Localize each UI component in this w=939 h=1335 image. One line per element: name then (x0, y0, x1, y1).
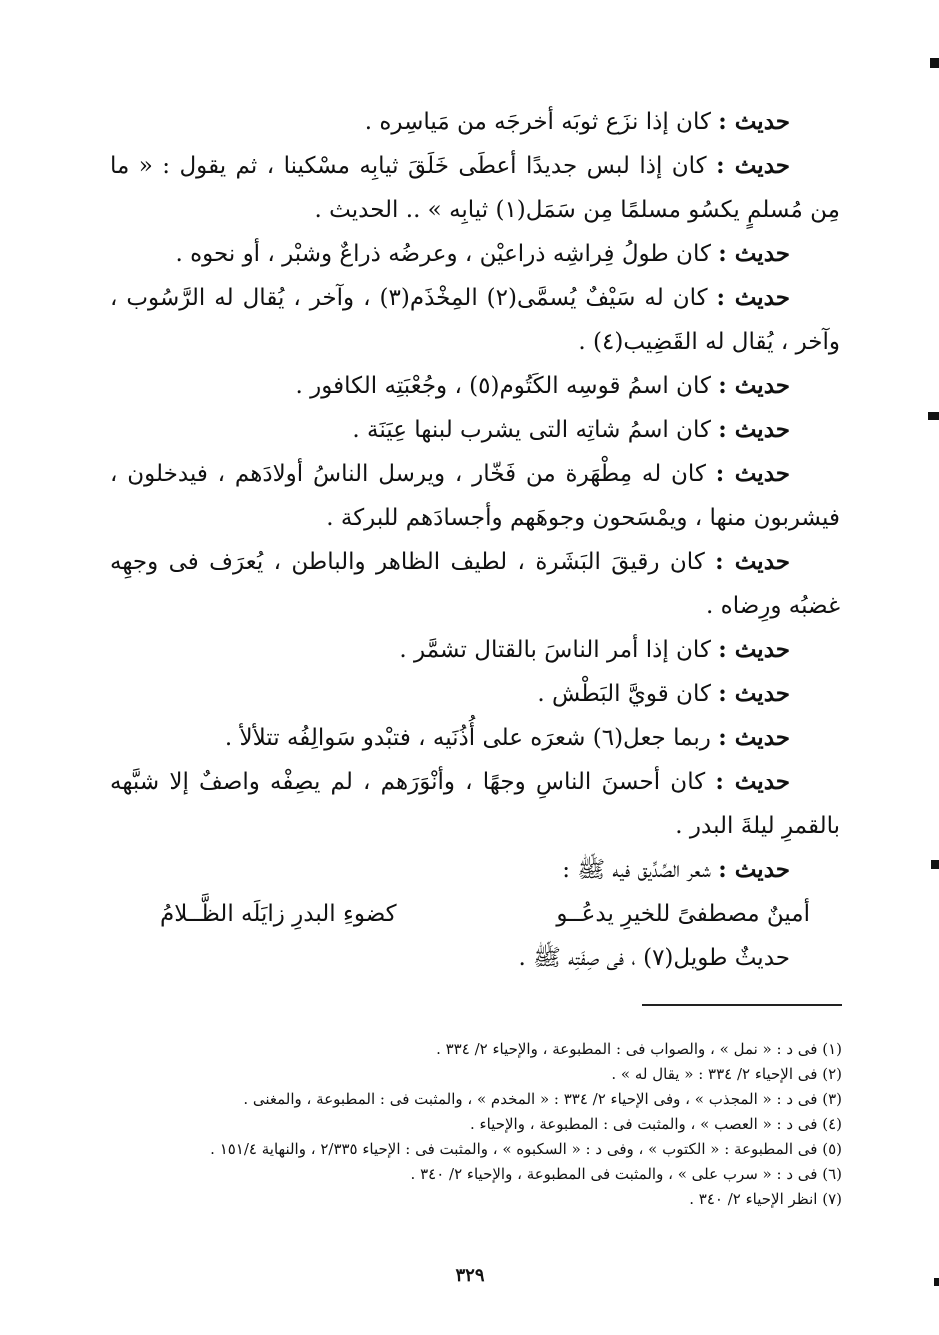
hadith-label: حديث : (715, 768, 791, 795)
footnote: (٦) فى د : « سرب على » ، والمثبت فى المطبوعة ، والإحياء ٢/ ٣٤٠ . (410, 1165, 842, 1183)
hadith-label: حديث : (716, 152, 790, 179)
hadith-text: كان اسمُ قوسِه الكَتُوم(٥) ، وجُعْبَتِه الكافور . (295, 373, 711, 399)
poem-intro (110, 848, 840, 892)
main-text (110, 100, 840, 980)
hadith-paragraph (110, 408, 840, 452)
hadith-label: حديث : (718, 724, 790, 751)
hadith-paragraph (110, 232, 840, 276)
hadith-label: حديث : (718, 680, 790, 707)
final-paragraph (110, 936, 840, 980)
hadith-label: حديث : (715, 548, 791, 575)
hadith-paragraph (110, 364, 840, 408)
hadith-text: كان إذا نزَع ثوبَه أخرجَه من مَياسِره . (364, 109, 711, 135)
hadith-label: حديث : (718, 416, 790, 443)
hadith-label: حديث : (718, 240, 790, 267)
footnote: (٢) فى الإحياء ٢/ ٣٣٤ : « يقال له » . (611, 1065, 842, 1083)
hadith-label: حديث : (718, 856, 790, 883)
hadith-label: حديث : (716, 284, 790, 311)
scan-edge-mark (928, 412, 939, 420)
final-text: حديثٌ طويل(٧) ، فى صِفَتِه ﷺ . (518, 945, 790, 971)
footnote: (١) فى د : « نمل » ، والصواب فى : المطبوعة ، والإحياء ٢/ ٣٣٤ . (436, 1040, 842, 1058)
hadith-text: كان أحسنَ الناسِ وجهًا ، وأنْوَرَهم ، لم يصِفْه واصفٌ إلا شبَّهه بالقمرِ ليلةَ البدر . (110, 769, 840, 839)
footnote: (٧) انظر الإحياء ٢/ ٣٤٠ . (689, 1190, 842, 1208)
hadith-paragraph (110, 452, 840, 540)
hadith-text: كان له مِطْهَرة من فَخّار ، ويرسل الناسُ أولادَهم ، فيدخلون ، فيشربون منها ، ويمْسَحون وجوهَهم وأجسادَهم للبركة . (110, 461, 840, 531)
scan-edge-mark (931, 860, 939, 869)
hadith-label: حديث : (718, 372, 790, 399)
hadith-paragraph (110, 144, 840, 232)
hadith-paragraph (110, 100, 840, 144)
footnote: (٥) فى المطبوعة : « الكتوب » ، وفى د : « السكبوه » ، والمثبت فى : الإحياء ٢/٣٣٥ ، والنهاية ١٥١/٤ . (210, 1140, 842, 1158)
footnote: (٤) فى د : « العصب » ، والمثبت فى : المطبوعة ، والإحياء . (470, 1115, 842, 1133)
footnote: (٣) فى د : « المجذب » ، وفى الإحياء ٢/ ٣٣٤ : « المخدم » ، والمثبت فى : المطبوعة ، والمغنى . (243, 1090, 842, 1108)
hadith-text: كان رقيقَ البَشَرة ، لطيف الظاهر والباطن ، يُعرَف فى وجهِه غضبُه ورِضاه . (110, 549, 840, 619)
hadith-text: كان إذا لبس جديدًا أعطَى خَلَقَ ثيابِه مسْكينا ، ثم يقول : « ما مِن مُسلمٍ يكسُو مسلمًا مِن سَمَل(١) ثيابِه » .. الحديث . (110, 153, 840, 223)
hadith-label: حديث : (715, 460, 790, 487)
hadith-text: كان قويَّ البَطْش . (537, 681, 711, 707)
hadith-text: ربما جعل(٦) شعرَه على أُذُنَيه ، فتبْدو سَوالِفُه تتلألأ . (224, 725, 711, 751)
hadith-paragraph (110, 540, 840, 628)
hadith-paragraph (110, 628, 840, 672)
hadith-text: كان طولُ فِراشِه ذراعيْن ، وعرضُه ذراعٌ وشبْر ، أو نحوه . (175, 241, 711, 267)
hadith-text: كان اسمُ شاتِه التى يشرب لبنها عِيَنَة . (352, 417, 711, 443)
hadith-paragraph (110, 276, 840, 364)
hadith-label: حديث : (718, 636, 790, 663)
poem-hemistich-second: كضوءِ البدرِ زايَلَه الظَّــلامُ (160, 901, 397, 927)
hadith-label: حديث : (718, 108, 790, 135)
poem-verse (110, 892, 840, 936)
hadith-paragraph (110, 672, 840, 716)
hadith-text: كان له سَيْفٌ يُسمَّى(٢) المِخْذَم(٣) ، وآخر ، يُقال له الرَّسُوب ، وآخر ، يُقال له القَضِيب(٤) . (110, 285, 840, 355)
poem-hemistich-first: أمينٌ مصطفىً للخيرِ يدعُــو (556, 901, 810, 927)
hadith-text: كان إذا أمر الناسَ بالقتال تشمَّر . (399, 637, 711, 663)
footnotes (120, 1037, 842, 1212)
hadith-paragraph (110, 760, 840, 848)
footnote-separator (642, 1004, 842, 1006)
scan-edge-mark (934, 1278, 939, 1286)
scan-edge-mark (930, 58, 939, 68)
poem-intro-text: شعر الصِّدِّيق فيه ﷺ : (562, 857, 711, 883)
page-number: ٣٢٩ (455, 1265, 485, 1286)
hadith-paragraph (110, 716, 840, 760)
